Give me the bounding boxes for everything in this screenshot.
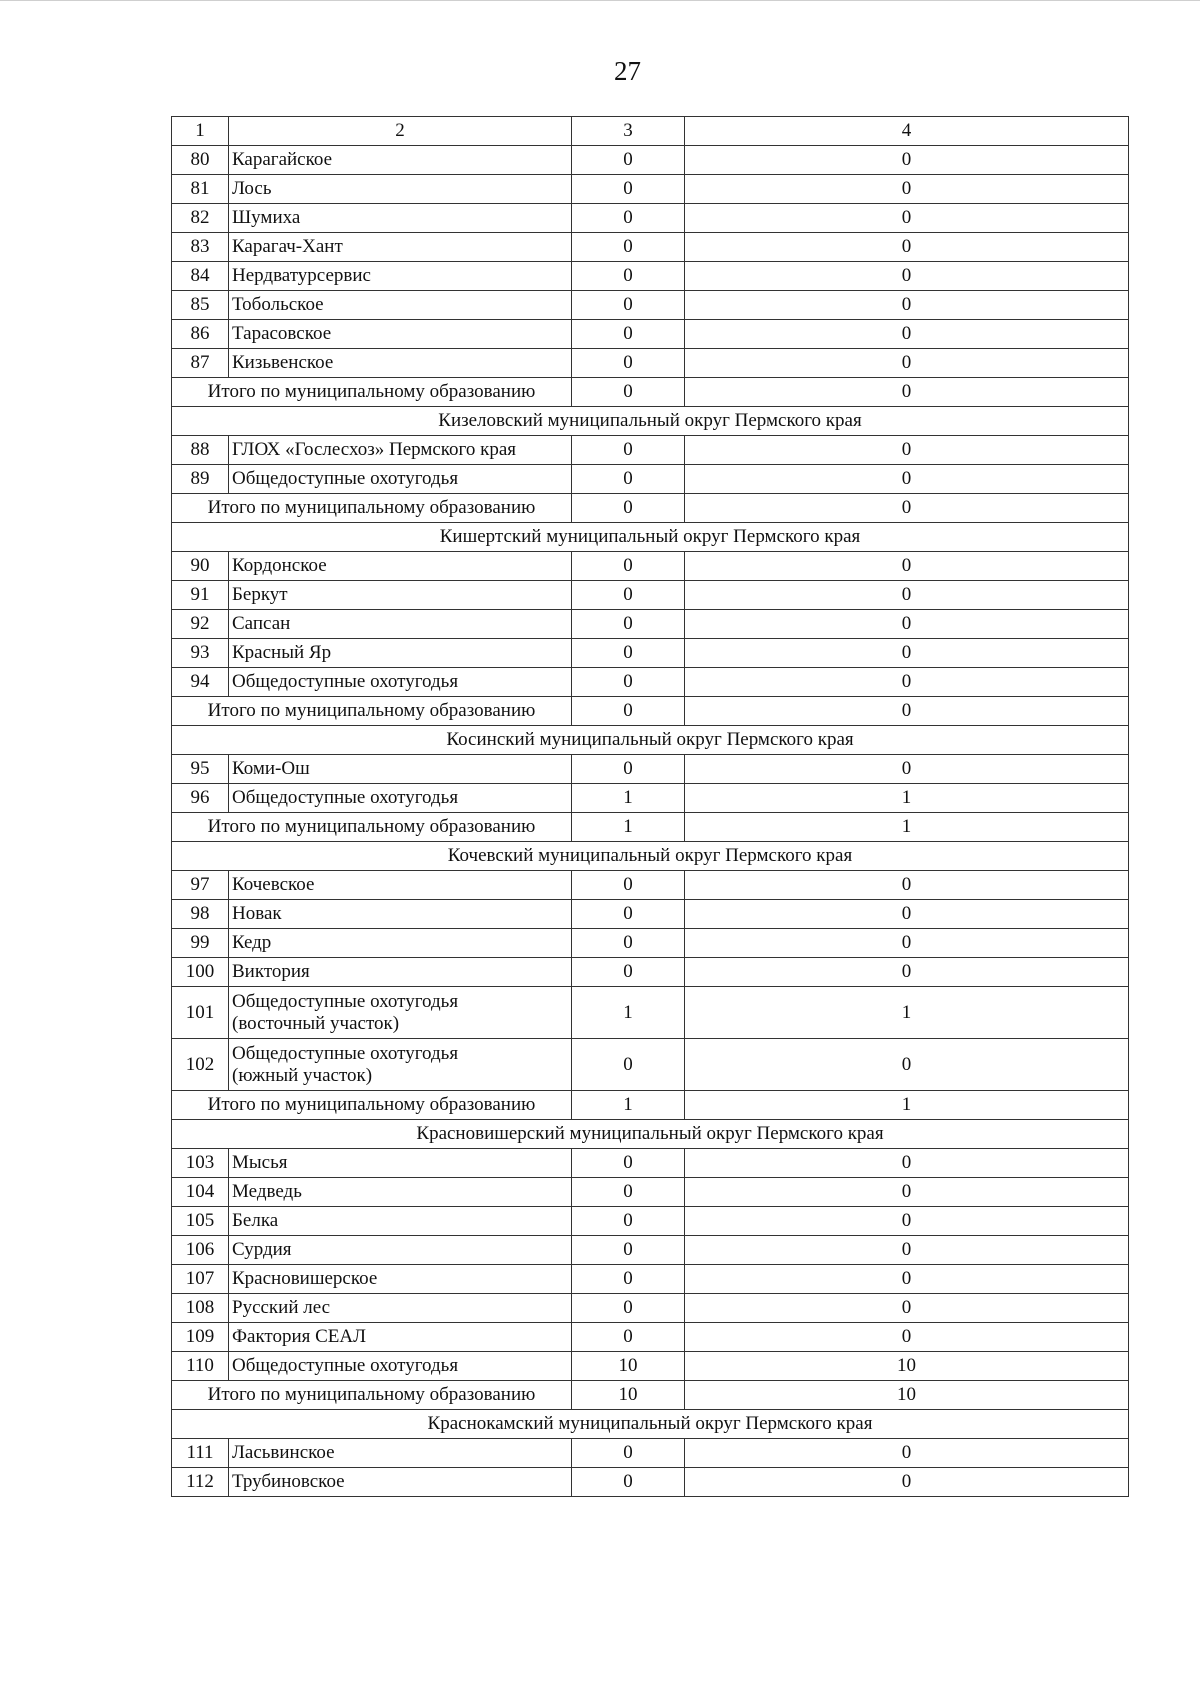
row-name: Мысья	[229, 1149, 572, 1178]
section-title: Кишертский муниципальный округ Пермского края	[172, 523, 1129, 552]
row-name: Медведь	[229, 1178, 572, 1207]
row-value-col-4: 0	[685, 1265, 1129, 1294]
row-value-col-3: 0	[572, 146, 685, 175]
total-row	[172, 494, 1129, 523]
hunting-grounds-table	[171, 116, 1129, 1497]
row-number: 101	[172, 987, 229, 1039]
row-number: 85	[172, 291, 229, 320]
table-row	[172, 784, 1129, 813]
table-row	[172, 581, 1129, 610]
row-name: Нердватурсервис	[229, 262, 572, 291]
row-name: Тарасовское	[229, 320, 572, 349]
table-row	[172, 1265, 1129, 1294]
total-value-col-4: 10	[685, 1381, 1129, 1410]
row-number: 110	[172, 1352, 229, 1381]
row-name: Лось	[229, 175, 572, 204]
total-label: Итого по муниципальному образованию	[172, 1091, 572, 1120]
row-value-col-4: 0	[685, 958, 1129, 987]
table-row	[172, 262, 1129, 291]
section-title: Косинский муниципальный округ Пермского края	[172, 726, 1129, 755]
section-header-row	[172, 1410, 1129, 1439]
row-number: 106	[172, 1236, 229, 1265]
total-row	[172, 1381, 1129, 1410]
row-name: Красный Яр	[229, 639, 572, 668]
row-value-col-4: 0	[685, 465, 1129, 494]
row-value-col-3: 0	[572, 871, 685, 900]
table-row	[172, 639, 1129, 668]
row-value-col-3: 0	[572, 1149, 685, 1178]
row-value-col-4: 0	[685, 581, 1129, 610]
section-header-row	[172, 523, 1129, 552]
row-value-col-4: 0	[685, 320, 1129, 349]
row-name: Ласьвинское	[229, 1439, 572, 1468]
row-name-line-2: (южный участок)	[232, 1064, 373, 1086]
row-name: Белка	[229, 1207, 572, 1236]
row-name: Фактория СЕАЛ	[229, 1323, 572, 1352]
row-number: 107	[172, 1265, 229, 1294]
row-number: 109	[172, 1323, 229, 1352]
total-row	[172, 1091, 1129, 1120]
table-row	[172, 233, 1129, 262]
row-name: Новак	[229, 900, 572, 929]
header-col-1: 1	[172, 117, 229, 146]
row-value-col-3: 0	[572, 552, 685, 581]
total-value-col-3: 0	[572, 378, 685, 407]
total-label: Итого по муниципальному образованию	[172, 813, 572, 842]
row-value-col-3: 0	[572, 900, 685, 929]
row-value-col-4: 0	[685, 1178, 1129, 1207]
total-row	[172, 813, 1129, 842]
total-value-col-3: 1	[572, 1091, 685, 1120]
row-name: Русский лес	[229, 1294, 572, 1323]
table-row	[172, 900, 1129, 929]
row-number: 97	[172, 871, 229, 900]
row-name: Трубиновское	[229, 1468, 572, 1497]
row-number: 96	[172, 784, 229, 813]
row-value-col-3: 1	[572, 784, 685, 813]
total-value-col-4: 1	[685, 1091, 1129, 1120]
row-name: Общедоступные охотугодья	[229, 1352, 572, 1381]
row-value-col-4: 0	[685, 1439, 1129, 1468]
row-number: 93	[172, 639, 229, 668]
row-value-col-3: 1	[572, 987, 685, 1039]
table-row	[172, 204, 1129, 233]
row-value-col-4: 0	[685, 204, 1129, 233]
table-row	[172, 1039, 1129, 1091]
total-label: Итого по муниципальному образованию	[172, 494, 572, 523]
table-row	[172, 1468, 1129, 1497]
section-title: Красновишерский муниципальный округ Пермского края	[172, 1120, 1129, 1149]
row-value-col-3: 0	[572, 1207, 685, 1236]
total-value-col-4: 0	[685, 378, 1129, 407]
total-label: Итого по муниципальному образованию	[172, 697, 572, 726]
table-row	[172, 871, 1129, 900]
row-name: Кедр	[229, 929, 572, 958]
row-value-col-3: 0	[572, 436, 685, 465]
row-name: Виктория	[229, 958, 572, 987]
row-value-col-4: 0	[685, 610, 1129, 639]
row-value-col-4: 0	[685, 349, 1129, 378]
header-col-4: 4	[685, 117, 1129, 146]
table-row	[172, 668, 1129, 697]
header-col-3: 3	[572, 117, 685, 146]
row-number: 87	[172, 349, 229, 378]
row-value-col-3: 0	[572, 291, 685, 320]
row-number: 104	[172, 1178, 229, 1207]
section-header-row	[172, 726, 1129, 755]
row-value-col-4: 0	[685, 1039, 1129, 1091]
table-header-row	[172, 117, 1129, 146]
total-value-col-3: 0	[572, 494, 685, 523]
row-name: Общедоступные охотугодья	[229, 465, 572, 494]
row-value-col-4: 0	[685, 668, 1129, 697]
row-value-col-4: 0	[685, 1294, 1129, 1323]
row-value-col-3: 0	[572, 1468, 685, 1497]
row-number: 80	[172, 146, 229, 175]
row-name	[229, 1039, 572, 1091]
row-value-col-3: 0	[572, 320, 685, 349]
row-value-col-3: 0	[572, 1236, 685, 1265]
total-value-col-3: 10	[572, 1381, 685, 1410]
table-row	[172, 958, 1129, 987]
row-number: 89	[172, 465, 229, 494]
row-value-col-3: 0	[572, 639, 685, 668]
table-row	[172, 175, 1129, 204]
total-label: Итого по муниципальному образованию	[172, 378, 572, 407]
row-value-col-3: 0	[572, 668, 685, 697]
total-value-col-3: 0	[572, 697, 685, 726]
row-value-col-4: 0	[685, 755, 1129, 784]
row-value-col-3: 0	[572, 1439, 685, 1468]
row-value-col-4: 0	[685, 262, 1129, 291]
row-value-col-3: 0	[572, 1265, 685, 1294]
table-row	[172, 755, 1129, 784]
row-number: 81	[172, 175, 229, 204]
row-value-col-3: 0	[572, 929, 685, 958]
table-row	[172, 1294, 1129, 1323]
row-number: 98	[172, 900, 229, 929]
total-row	[172, 697, 1129, 726]
table-row	[172, 1149, 1129, 1178]
row-value-col-3: 0	[572, 1294, 685, 1323]
row-name: Тобольское	[229, 291, 572, 320]
row-number: 112	[172, 1468, 229, 1497]
row-value-col-3: 0	[572, 349, 685, 378]
row-value-col-4: 0	[685, 929, 1129, 958]
row-name: Общедоступные охотугодья	[229, 784, 572, 813]
row-value-col-3: 0	[572, 958, 685, 987]
table-row	[172, 349, 1129, 378]
row-value-col-3: 0	[572, 755, 685, 784]
row-name: Сурдия	[229, 1236, 572, 1265]
row-value-col-3: 0	[572, 175, 685, 204]
total-value-col-3: 1	[572, 813, 685, 842]
table-row	[172, 1352, 1129, 1381]
row-value-col-4: 0	[685, 900, 1129, 929]
row-name	[229, 987, 572, 1039]
row-name: Карагач-Хант	[229, 233, 572, 262]
row-name-line-2: (восточный участок)	[232, 1012, 400, 1034]
row-value-col-4: 0	[685, 175, 1129, 204]
row-number: 86	[172, 320, 229, 349]
row-name: Сапсан	[229, 610, 572, 639]
row-name: Кочевское	[229, 871, 572, 900]
total-value-col-4: 1	[685, 813, 1129, 842]
row-value-col-4: 0	[685, 1149, 1129, 1178]
row-value-col-4: 0	[685, 436, 1129, 465]
row-name: ГЛОХ «Гослесхоз» Пермского края	[229, 436, 572, 465]
scan-edge-line	[0, 0, 1200, 1]
row-number: 100	[172, 958, 229, 987]
total-value-col-4: 0	[685, 697, 1129, 726]
table-row	[172, 987, 1129, 1039]
row-name: Общедоступные охотугодья	[229, 668, 572, 697]
row-name: Кордонское	[229, 552, 572, 581]
row-value-col-3: 0	[572, 204, 685, 233]
row-name: Кизьвенское	[229, 349, 572, 378]
row-value-col-4: 0	[685, 639, 1129, 668]
header-col-2: 2	[229, 117, 572, 146]
row-number: 82	[172, 204, 229, 233]
row-value-col-3: 0	[572, 1178, 685, 1207]
page-number: 27	[614, 56, 641, 86]
section-header-row	[172, 842, 1129, 871]
row-name: Коми-Ош	[229, 755, 572, 784]
row-name: Красновишерское	[229, 1265, 572, 1294]
table-row	[172, 1178, 1129, 1207]
table-row	[172, 929, 1129, 958]
table-row	[172, 465, 1129, 494]
table-row	[172, 291, 1129, 320]
row-value-col-4: 0	[685, 552, 1129, 581]
section-header-row	[172, 407, 1129, 436]
section-title: Кочевский муниципальный округ Пермского края	[172, 842, 1129, 871]
row-value-col-3: 0	[572, 1323, 685, 1352]
table-row	[172, 1323, 1129, 1352]
row-number: 99	[172, 929, 229, 958]
table-row	[172, 1207, 1129, 1236]
row-value-col-3: 0	[572, 610, 685, 639]
row-value-col-4: 10	[685, 1352, 1129, 1381]
row-value-col-4: 0	[685, 1323, 1129, 1352]
row-value-col-4: 0	[685, 1468, 1129, 1497]
row-value-col-3: 0	[572, 1039, 685, 1091]
row-value-col-4: 0	[685, 871, 1129, 900]
row-value-col-4: 1	[685, 987, 1129, 1039]
row-number: 90	[172, 552, 229, 581]
row-value-col-4: 1	[685, 784, 1129, 813]
row-value-col-3: 10	[572, 1352, 685, 1381]
row-number: 103	[172, 1149, 229, 1178]
section-header-row	[172, 1120, 1129, 1149]
row-number: 91	[172, 581, 229, 610]
section-title: Кизеловский муниципальный округ Пермского края	[172, 407, 1129, 436]
row-value-col-3: 0	[572, 465, 685, 494]
table-row	[172, 320, 1129, 349]
row-name: Шумиха	[229, 204, 572, 233]
row-name: Беркут	[229, 581, 572, 610]
row-value-col-4: 0	[685, 291, 1129, 320]
table-body	[172, 117, 1129, 1497]
row-value-col-3: 0	[572, 233, 685, 262]
row-number: 94	[172, 668, 229, 697]
table-row	[172, 1439, 1129, 1468]
total-label: Итого по муниципальному образованию	[172, 1381, 572, 1410]
row-value-col-4: 0	[685, 233, 1129, 262]
row-value-col-3: 0	[572, 262, 685, 291]
row-number: 102	[172, 1039, 229, 1091]
row-number: 84	[172, 262, 229, 291]
row-value-col-4: 0	[685, 1207, 1129, 1236]
row-number: 83	[172, 233, 229, 262]
row-number: 92	[172, 610, 229, 639]
table-row	[172, 436, 1129, 465]
table-row	[172, 1236, 1129, 1265]
total-row	[172, 378, 1129, 407]
table-row	[172, 552, 1129, 581]
section-title: Краснокамский муниципальный округ Пермского края	[172, 1410, 1129, 1439]
row-value-col-3: 0	[572, 581, 685, 610]
row-value-col-4: 0	[685, 1236, 1129, 1265]
table-row	[172, 610, 1129, 639]
row-name: Карагайское	[229, 146, 572, 175]
row-number: 111	[172, 1439, 229, 1468]
row-number: 88	[172, 436, 229, 465]
total-value-col-4: 0	[685, 494, 1129, 523]
row-name-line-1: Общедоступные охотугодья	[232, 1042, 459, 1064]
row-number: 95	[172, 755, 229, 784]
table-row	[172, 146, 1129, 175]
row-number: 105	[172, 1207, 229, 1236]
row-name-line-1: Общедоступные охотугодья	[232, 990, 459, 1012]
row-number: 108	[172, 1294, 229, 1323]
row-value-col-4: 0	[685, 146, 1129, 175]
